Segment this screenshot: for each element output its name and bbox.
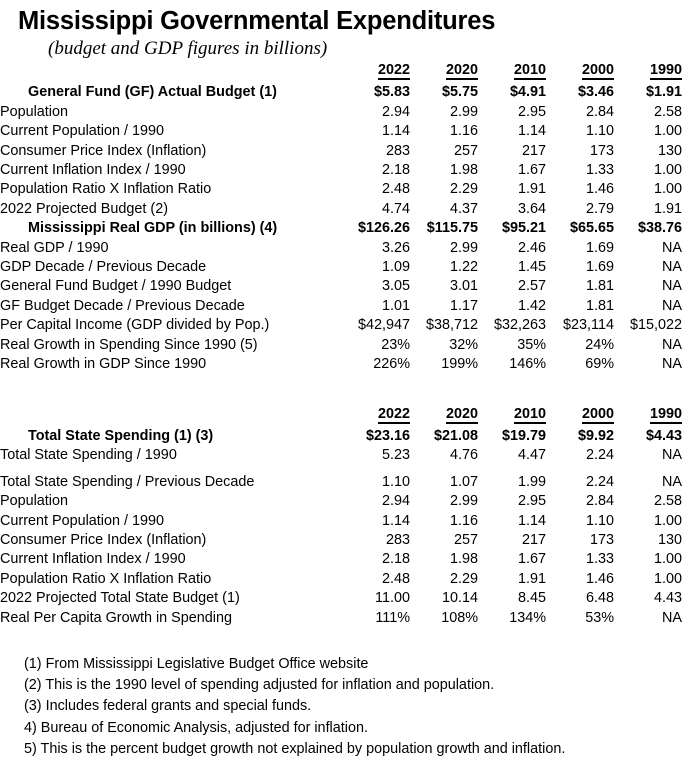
table-cell: 1.98 bbox=[449, 162, 478, 179]
table-row bbox=[0, 355, 700, 374]
table-cell: 111% bbox=[375, 609, 410, 626]
table-cell: 2.29 bbox=[449, 181, 478, 198]
table-cell: 2.18 bbox=[381, 162, 410, 179]
table-cell: 146% bbox=[509, 356, 546, 373]
table-cell: 1.14 bbox=[381, 123, 410, 140]
table-cell: 1.91 bbox=[517, 181, 546, 198]
table-cell: NA bbox=[662, 259, 682, 276]
table-cell: 3.05 bbox=[381, 278, 410, 295]
table-cell: 2.99 bbox=[449, 239, 478, 256]
table-cell: 1.33 bbox=[585, 551, 614, 568]
column-header-year bbox=[478, 405, 546, 427]
table-cell: 4.74 bbox=[381, 200, 410, 217]
table-cell: $5.83 bbox=[373, 84, 410, 101]
page-title: Mississippi Governmental Expenditures bbox=[18, 7, 496, 35]
row-label: Current Population / 1990 bbox=[0, 123, 165, 140]
table-cell: NA bbox=[662, 609, 682, 626]
table-cell: $38.76 bbox=[637, 220, 682, 237]
row-pad bbox=[682, 570, 700, 589]
table-row bbox=[0, 531, 700, 550]
table-cell: 1.22 bbox=[449, 259, 478, 276]
column-header-year bbox=[342, 405, 410, 427]
table-cell: 130 bbox=[657, 531, 682, 548]
column-header-year-label: 2010 bbox=[513, 62, 546, 78]
table-cell: 1.14 bbox=[517, 123, 546, 140]
row-label: Population Ratio X Inflation Ratio bbox=[0, 570, 212, 587]
row-pad bbox=[682, 180, 700, 199]
column-header-year bbox=[342, 61, 410, 83]
column-header-year bbox=[614, 61, 682, 83]
table-cell: 1.07 bbox=[449, 473, 478, 490]
table-cell: 1.10 bbox=[585, 512, 614, 529]
table-cell: 2.58 bbox=[653, 103, 682, 120]
row-pad bbox=[682, 161, 700, 180]
table-cell: $3.46 bbox=[577, 84, 614, 101]
table-cell: 1.67 bbox=[517, 551, 546, 568]
table-cell: 1.46 bbox=[585, 570, 614, 587]
table-cell: 1.01 bbox=[381, 297, 410, 314]
table-cell: $115.75 bbox=[426, 220, 478, 237]
table-cell: 1.45 bbox=[517, 259, 546, 276]
table-cell: 1.00 bbox=[653, 570, 682, 587]
table-cell: 1.81 bbox=[585, 297, 614, 314]
table-cell: 1.46 bbox=[585, 181, 614, 198]
table-cell: 32% bbox=[449, 336, 478, 353]
column-header-year-label: 1990 bbox=[649, 405, 682, 422]
table-row bbox=[0, 258, 700, 277]
row-label: Real Growth in GDP Since 1990 bbox=[0, 356, 207, 373]
table-cell: 24% bbox=[585, 336, 614, 353]
table-row bbox=[0, 200, 700, 219]
table-cell: 217 bbox=[521, 142, 546, 159]
table-cell: 1.09 bbox=[381, 259, 410, 276]
table-row bbox=[0, 122, 700, 141]
table-cell: $23,114 bbox=[563, 317, 614, 334]
table-row bbox=[0, 473, 700, 492]
row-label: 2022 Projected Total State Budget (1) bbox=[0, 590, 240, 607]
table-row bbox=[0, 277, 700, 296]
row-pad bbox=[682, 122, 700, 141]
table-cell: 5.23 bbox=[381, 447, 410, 464]
row-pad bbox=[682, 609, 700, 628]
table-cell: 3.64 bbox=[517, 200, 546, 217]
footnote: (3) Includes federal grants and special funds. bbox=[24, 698, 312, 715]
row-pad bbox=[682, 258, 700, 277]
row-pad bbox=[682, 405, 700, 427]
table-cell: 8.45 bbox=[517, 590, 546, 607]
table-cell: 4.76 bbox=[449, 447, 478, 464]
table-cell: 10.14 bbox=[441, 590, 478, 607]
table-cell: 1.00 bbox=[653, 512, 682, 529]
table-cell: NA bbox=[662, 356, 682, 373]
table-cell: 1.16 bbox=[449, 123, 478, 140]
table-cell: 53% bbox=[585, 609, 614, 626]
row-label: Consumer Price Index (Inflation) bbox=[0, 142, 207, 159]
table-cell: $32,263 bbox=[493, 317, 546, 334]
row-pad bbox=[682, 446, 700, 465]
row-pad bbox=[682, 512, 700, 531]
row-label: Total State Spending / 1990 bbox=[0, 447, 177, 464]
table-cell: 69% bbox=[585, 356, 614, 373]
table-cell: 2.24 bbox=[585, 473, 614, 490]
row-pad bbox=[682, 277, 700, 296]
row-gap bbox=[0, 466, 700, 473]
table-cell: 1.17 bbox=[449, 297, 478, 314]
row-label: Mississippi Real GDP (in billions) (4) bbox=[28, 220, 278, 237]
table-cell: 6.48 bbox=[585, 590, 614, 607]
row-label: Consumer Price Index (Inflation) bbox=[0, 531, 207, 548]
table-cell: $19.79 bbox=[501, 427, 546, 444]
table-cell: 1.10 bbox=[585, 123, 614, 140]
table-cell: 217 bbox=[521, 531, 546, 548]
table-cell: 1.00 bbox=[653, 181, 682, 198]
table-cell: $65.65 bbox=[569, 220, 614, 237]
table-cell: $95.21 bbox=[501, 220, 546, 237]
table-row bbox=[0, 297, 700, 316]
table-cell: $1.91 bbox=[645, 84, 682, 101]
total-state-spending-table bbox=[0, 375, 700, 628]
row-label: Real Growth in Spending Since 1990 (5) bbox=[0, 336, 258, 353]
table-row bbox=[0, 427, 700, 446]
table-cell: 23% bbox=[381, 336, 410, 353]
column-header-year-label: 2000 bbox=[581, 405, 614, 422]
row-pad bbox=[682, 531, 700, 550]
table-row bbox=[0, 570, 700, 589]
row-label: Population Ratio X Inflation Ratio bbox=[0, 181, 212, 198]
column-header-year-label: 2022 bbox=[377, 405, 410, 422]
table-cell: 2.99 bbox=[449, 103, 478, 120]
row-pad bbox=[682, 492, 700, 511]
row-label: Real GDP / 1990 bbox=[0, 239, 109, 256]
table-cell: 1.91 bbox=[517, 570, 546, 587]
row-label: Current Inflation Index / 1990 bbox=[0, 162, 186, 179]
column-header-year bbox=[546, 61, 614, 83]
row-label: Per Capital Income (GDP divided by Pop.) bbox=[0, 317, 270, 334]
column-header-year bbox=[410, 405, 478, 427]
table-row bbox=[0, 446, 700, 465]
table-gap bbox=[0, 375, 700, 405]
table-cell: 3.01 bbox=[449, 278, 478, 295]
table-cell: 2.94 bbox=[381, 493, 410, 510]
table-cell: NA bbox=[662, 336, 682, 353]
table-cell: 2.84 bbox=[585, 103, 614, 120]
column-header-year-label: 2010 bbox=[513, 405, 546, 422]
table-row bbox=[0, 239, 700, 258]
table-row bbox=[0, 142, 700, 161]
table-cell: $4.91 bbox=[509, 84, 546, 101]
table-cell: 134% bbox=[509, 609, 546, 626]
table-cell: 1.00 bbox=[653, 162, 682, 179]
general-fund-table bbox=[0, 61, 700, 375]
table-cell: 257 bbox=[453, 531, 478, 548]
table-cell: $5.75 bbox=[441, 84, 478, 101]
row-pad bbox=[682, 336, 700, 355]
table-cell: $23.16 bbox=[365, 427, 410, 444]
table-row bbox=[0, 550, 700, 569]
table-cell: 199% bbox=[441, 356, 478, 373]
footnotes-list bbox=[0, 654, 700, 760]
row-pad bbox=[682, 219, 700, 238]
table-row bbox=[0, 609, 700, 628]
table-cell: 4.47 bbox=[517, 447, 546, 464]
table-cell: 4.37 bbox=[449, 200, 478, 217]
footnote: (1) From Mississippi Legislative Budget Office website bbox=[24, 655, 369, 672]
column-header-year-label: 1990 bbox=[649, 62, 682, 78]
table-cell: $38,712 bbox=[425, 317, 478, 334]
table-cell: 35% bbox=[517, 336, 546, 353]
row-label: General Fund Budget / 1990 Budget bbox=[0, 278, 232, 295]
row-pad bbox=[682, 61, 700, 83]
table-row bbox=[0, 589, 700, 608]
table-cell: 1.14 bbox=[381, 512, 410, 529]
table-cell: $126.26 bbox=[357, 220, 410, 237]
row-pad bbox=[682, 473, 700, 492]
row-pad bbox=[682, 427, 700, 446]
row-label: GDP Decade / Previous Decade bbox=[0, 259, 207, 276]
column-header-blank bbox=[0, 61, 342, 83]
row-label: Total State Spending / Previous Decade bbox=[0, 473, 255, 490]
table-cell: 173 bbox=[589, 142, 614, 159]
table-cell: 2.48 bbox=[381, 570, 410, 587]
table-cell: 283 bbox=[385, 142, 410, 159]
table-cell: 108% bbox=[441, 609, 478, 626]
table-cell: 2.79 bbox=[585, 200, 614, 217]
column-header-year-label: 2020 bbox=[445, 405, 478, 422]
table-cell: 11.00 bbox=[375, 590, 410, 607]
column-header-year bbox=[546, 405, 614, 427]
page-subtitle: (budget and GDP figures in billions) bbox=[48, 38, 328, 59]
column-header-blank bbox=[0, 405, 342, 427]
column-header-year-label: 2000 bbox=[581, 62, 614, 78]
table-cell: 2.84 bbox=[585, 493, 614, 510]
table-cell: 4.43 bbox=[653, 590, 682, 607]
table-cell: $21.08 bbox=[433, 427, 478, 444]
column-header-year bbox=[614, 405, 682, 427]
row-pad bbox=[682, 83, 700, 102]
table-cell: 2.95 bbox=[517, 103, 546, 120]
table-cell: NA bbox=[662, 447, 682, 464]
row-pad bbox=[682, 355, 700, 374]
footnote: 4) Bureau of Economic Analysis, adjusted for inflation. bbox=[24, 719, 368, 736]
column-header-year bbox=[478, 61, 546, 83]
table-cell: 2.18 bbox=[381, 551, 410, 568]
table-cell: NA bbox=[662, 239, 682, 256]
table-cell: 1.69 bbox=[585, 239, 614, 256]
row-pad bbox=[682, 200, 700, 219]
column-header-year bbox=[410, 61, 478, 83]
table-cell: 1.42 bbox=[517, 297, 546, 314]
row-pad bbox=[682, 550, 700, 569]
footnote: (2) This is the 1990 level of spending adjusted for inflation and population. bbox=[24, 677, 495, 694]
table-cell: 1.99 bbox=[517, 473, 546, 490]
table-cell: 2.46 bbox=[517, 239, 546, 256]
row-label: Current Population / 1990 bbox=[0, 512, 165, 529]
table-cell: 257 bbox=[453, 142, 478, 159]
table-cell: 3.26 bbox=[381, 239, 410, 256]
table-cell: NA bbox=[662, 297, 682, 314]
table-cell: 283 bbox=[385, 531, 410, 548]
column-header-year-label: 2020 bbox=[445, 62, 478, 78]
table-cell: 2.24 bbox=[585, 447, 614, 464]
column-header-row bbox=[0, 405, 700, 427]
row-pad bbox=[682, 103, 700, 122]
table-cell: 2.58 bbox=[653, 493, 682, 510]
row-label: Population bbox=[0, 103, 69, 120]
table-cell: 226% bbox=[373, 356, 410, 373]
table-cell: $9.92 bbox=[577, 427, 614, 444]
table-row bbox=[0, 492, 700, 511]
column-header-row bbox=[0, 61, 700, 83]
table-cell: 1.00 bbox=[653, 551, 682, 568]
table-cell: 2.57 bbox=[517, 278, 546, 295]
table-cell: 173 bbox=[589, 531, 614, 548]
table-cell: 2.29 bbox=[449, 570, 478, 587]
table-row bbox=[0, 316, 700, 335]
table-cell: 1.33 bbox=[585, 162, 614, 179]
table-cell: 1.16 bbox=[449, 512, 478, 529]
table-cell: 1.69 bbox=[585, 259, 614, 276]
table-cell: $4.43 bbox=[645, 427, 682, 444]
row-pad bbox=[682, 316, 700, 335]
table-row bbox=[0, 180, 700, 199]
table-cell: 1.91 bbox=[653, 200, 682, 217]
table-cell: NA bbox=[662, 473, 682, 490]
table-cell: 130 bbox=[657, 142, 682, 159]
row-label: 2022 Projected Budget (2) bbox=[0, 200, 169, 217]
row-pad bbox=[682, 239, 700, 258]
row-label: Total State Spending (1) (3) bbox=[28, 427, 214, 444]
table-cell: 2.99 bbox=[449, 493, 478, 510]
row-label: Population bbox=[0, 493, 69, 510]
table-cell: $42,947 bbox=[357, 317, 410, 334]
table-row bbox=[0, 512, 700, 531]
table-cell: NA bbox=[662, 278, 682, 295]
table-cell: 2.48 bbox=[381, 181, 410, 198]
row-label: Real Per Capita Growth in Spending bbox=[0, 609, 232, 626]
table-cell: 1.81 bbox=[585, 278, 614, 295]
table-row bbox=[0, 103, 700, 122]
table-cell: 1.10 bbox=[381, 473, 410, 490]
row-label: Current Inflation Index / 1990 bbox=[0, 551, 186, 568]
table-row bbox=[0, 161, 700, 180]
table-row bbox=[0, 83, 700, 102]
table-cell: 1.98 bbox=[449, 551, 478, 568]
table-row bbox=[0, 219, 700, 238]
row-pad bbox=[682, 589, 700, 608]
row-label: GF Budget Decade / Previous Decade bbox=[0, 297, 245, 314]
table-cell: 2.94 bbox=[381, 103, 410, 120]
column-header-year-label: 2022 bbox=[377, 62, 410, 78]
table-cell: 1.14 bbox=[517, 512, 546, 529]
footnote: 5) This is the percent budget growth not explained by population growth and inflation. bbox=[24, 740, 566, 757]
footnotes-spacer bbox=[0, 628, 700, 654]
row-pad bbox=[682, 142, 700, 161]
table-cell: 1.00 bbox=[653, 123, 682, 140]
table-cell: $15,022 bbox=[629, 317, 682, 334]
table-cell: 1.67 bbox=[517, 162, 546, 179]
row-label: General Fund (GF) Actual Budget (1) bbox=[28, 84, 277, 101]
row-pad bbox=[682, 297, 700, 316]
table-cell: 2.95 bbox=[517, 493, 546, 510]
table-row bbox=[0, 336, 700, 355]
